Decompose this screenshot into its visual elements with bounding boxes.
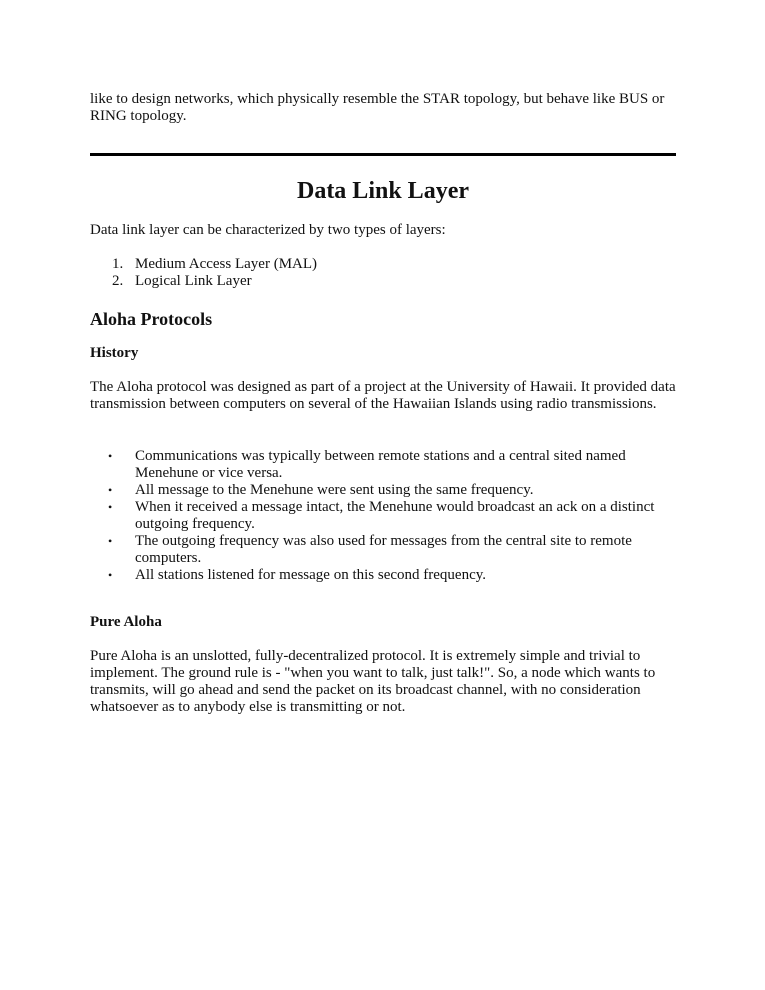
list-item-text: The outgoing frequency was also used for messages from the central site to remote computers.: [135, 533, 632, 566]
list-item-label: Medium Access Layer (MAL): [135, 256, 318, 272]
list-item: [90, 273, 317, 290]
list-item-text: When it received a message intact, the Menehune would broadcast an ack on a distinct outgoing frequency.: [135, 499, 655, 532]
history-bullets: [90, 448, 676, 584]
pure-aloha-heading: Pure Aloha: [90, 614, 162, 630]
list-item: [90, 482, 676, 499]
list-item-label: Logical Link Layer: [135, 273, 252, 289]
list-item-text: All message to the Menehune were sent using the same frequency.: [135, 482, 534, 498]
bullet-icon: •: [108, 449, 113, 463]
horizontal-rule: [90, 153, 676, 156]
bullet-icon: •: [108, 568, 113, 582]
history-paragraph: The Aloha protocol was designed as part of a project at the University of Hawaii. It provided data transmission between computers on several of the Hawaiian Islands using radio transmissions.: [90, 379, 676, 412]
intro-paragraph: like to design networks, which physically resemble the STAR topology, but behave like BUS or RING topology.: [90, 91, 665, 124]
list-item: [90, 256, 317, 273]
pure-aloha-paragraph: Pure Aloha is an unslotted, fully-decentralized protocol. It is extremely simple and trivial to implement. The ground rule is - "when you want to talk, just talk!". So, a node which wants to transmits, will go ahead and send the packet on its broadcast channel, with no consideration whatsoever as to anybody else is transmitting or not.: [90, 648, 656, 715]
aloha-heading: Aloha Protocols: [90, 309, 213, 329]
bullet-icon: •: [108, 500, 113, 514]
list-item: [90, 499, 676, 533]
history-heading: History: [90, 345, 139, 361]
bullet-icon: •: [108, 483, 113, 497]
section-lead: Data link layer can be characterized by two types of layers:: [90, 222, 446, 238]
list-item: [90, 533, 676, 567]
list-number: 2.: [112, 273, 124, 289]
section-title: Data Link Layer: [296, 178, 469, 204]
list-item: [90, 448, 676, 482]
bullet-icon: •: [108, 534, 113, 548]
list-item: [90, 567, 676, 584]
list-number: 1.: [112, 256, 124, 272]
layers-list: [90, 256, 317, 290]
list-item-text: All stations listened for message on this second frequency.: [135, 567, 487, 583]
list-item-text: Communications was typically between remote stations and a central sited named Menehune or vice versa.: [135, 448, 626, 481]
